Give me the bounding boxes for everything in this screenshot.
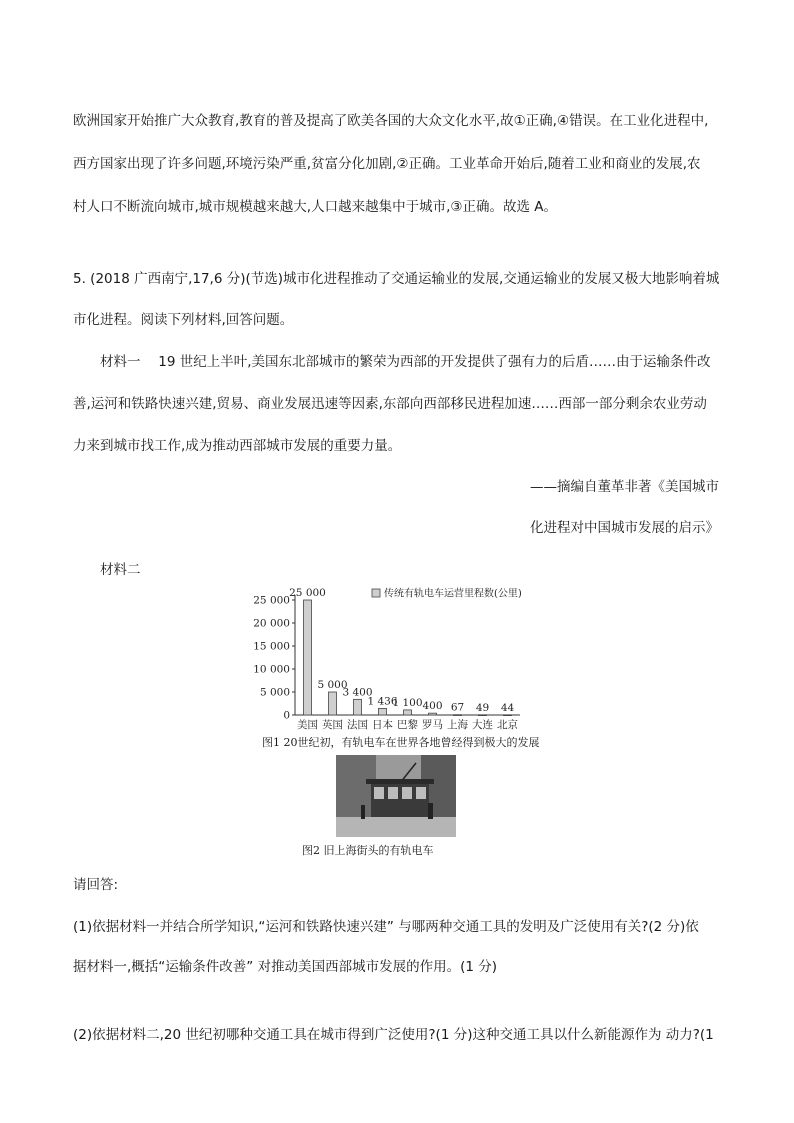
bar-value-label: 44 xyxy=(500,701,515,714)
tram-photo xyxy=(336,755,456,837)
question-1-line-1: (1)依据材料一并结合所学知识,“运河和铁路快速兴建” 与哪两种交通工具的发明及广泛使用有关?(2 分)依 xyxy=(73,919,699,935)
figure-1-caption: 图1 20世纪初，有轨电车在世界各地曾经得到极大的发展 xyxy=(262,736,540,749)
x-tick-label: 英国 xyxy=(322,719,343,731)
y-tick-label: 15 000 xyxy=(253,640,290,653)
figure-2-caption: 图2 旧上海街头的有轨电车 xyxy=(302,844,434,857)
question-5-line-2: 市化进程。阅读下列材料,回答问题。 xyxy=(73,312,294,328)
bar xyxy=(504,715,512,716)
y-tick-label: 10 000 xyxy=(253,663,290,676)
bar-value-label: 1 436 xyxy=(367,695,398,708)
y-tick-label: 0 xyxy=(283,709,290,722)
bar-value-label: 5 000 xyxy=(317,679,348,691)
material-1-line-1: 材料一 19 世纪上半叶,美国东北部城市的繁荣为西部的开发提供了强有力的后盾……由于运输条件改 xyxy=(100,354,711,370)
material-1-line-3: 力来到城市找工作,成为推动西部城市发展的重要力量。 xyxy=(73,438,402,454)
material-2-label: 材料二 xyxy=(100,562,141,578)
bar-value-label: 49 xyxy=(475,701,490,714)
bar xyxy=(379,708,387,715)
x-tick-label: 法国 xyxy=(347,719,368,731)
bar xyxy=(429,713,437,715)
question-5-line-1: 5. (2018 广西南宁,17,6 分)(节选)城市化进程推动了交通运输业的发展,交通运输业的发展又极大地影响着城 xyxy=(73,271,720,287)
bar-value-label: 400 xyxy=(422,700,443,713)
x-tick-label: 日本 xyxy=(372,719,393,731)
figure-1 xyxy=(245,585,545,750)
x-tick-label: 大连 xyxy=(472,719,493,731)
x-tick-label: 上海 xyxy=(447,719,468,731)
source-line-2: 化进程对中国城市发展的启示》 xyxy=(530,520,719,536)
bar xyxy=(404,710,412,715)
material-1-line-2: 善,运河和铁路快速兴建,贸易、商业发展迅速等因素,东部向西部移民进程加速……西部一部分剩余农业劳动 xyxy=(73,396,707,412)
y-tick-label: 25 000 xyxy=(253,594,290,607)
legend-swatch xyxy=(372,589,380,597)
y-tick-label: 20 000 xyxy=(253,617,290,630)
analysis-line-1: 欧洲国家开始推广大众教育,教育的普及提高了欧美各国的大众文化水平,故①正确,④错误。在工业化进程中, xyxy=(73,113,709,129)
legend-label: 传统有轨电车运营里程数(公里) xyxy=(384,588,522,600)
bar xyxy=(329,692,337,715)
x-tick-label: 巴黎 xyxy=(397,719,418,731)
x-tick-label: 北京 xyxy=(497,719,518,731)
x-tick-label: 美国 xyxy=(297,719,318,731)
bar xyxy=(454,715,462,716)
bar xyxy=(304,600,312,715)
bar-value-label: 3 400 xyxy=(342,686,373,699)
y-tick-label: 5 000 xyxy=(259,686,290,699)
answer-prompt: 请回答: xyxy=(73,877,119,893)
bar xyxy=(479,715,487,716)
bar xyxy=(354,699,362,715)
question-1-line-2: 据材料一,概括“运输条件改善” 对推动美国西部城市发展的作用。(1 分) xyxy=(73,959,497,975)
bar-value-label: 25 000 xyxy=(289,587,326,599)
analysis-line-3: 村人口不断流向城市,城市规模越来越大,人口越来越集中于城市,③正确。故选 A。 xyxy=(73,199,558,215)
tram-mileage-chart xyxy=(245,585,545,750)
question-2-line-1: (2)依据材料二,20 世纪初哪种交通工具在城市得到广泛使用?(1 分)这种交通工具以什么新能源作为 动力?(1 xyxy=(73,1027,714,1043)
bar-value-label: 1 100 xyxy=(392,696,423,709)
x-tick-label: 罗马 xyxy=(422,719,443,731)
analysis-line-2: 西方国家出现了许多问题,环境污染严重,贫富分化加剧,②正确。工业革命开始后,随着工业和商业的发展,农 xyxy=(73,156,701,172)
source-line-1: ——摘编自董革非著《美国城市 xyxy=(530,479,719,495)
bar-value-label: 67 xyxy=(450,701,465,714)
